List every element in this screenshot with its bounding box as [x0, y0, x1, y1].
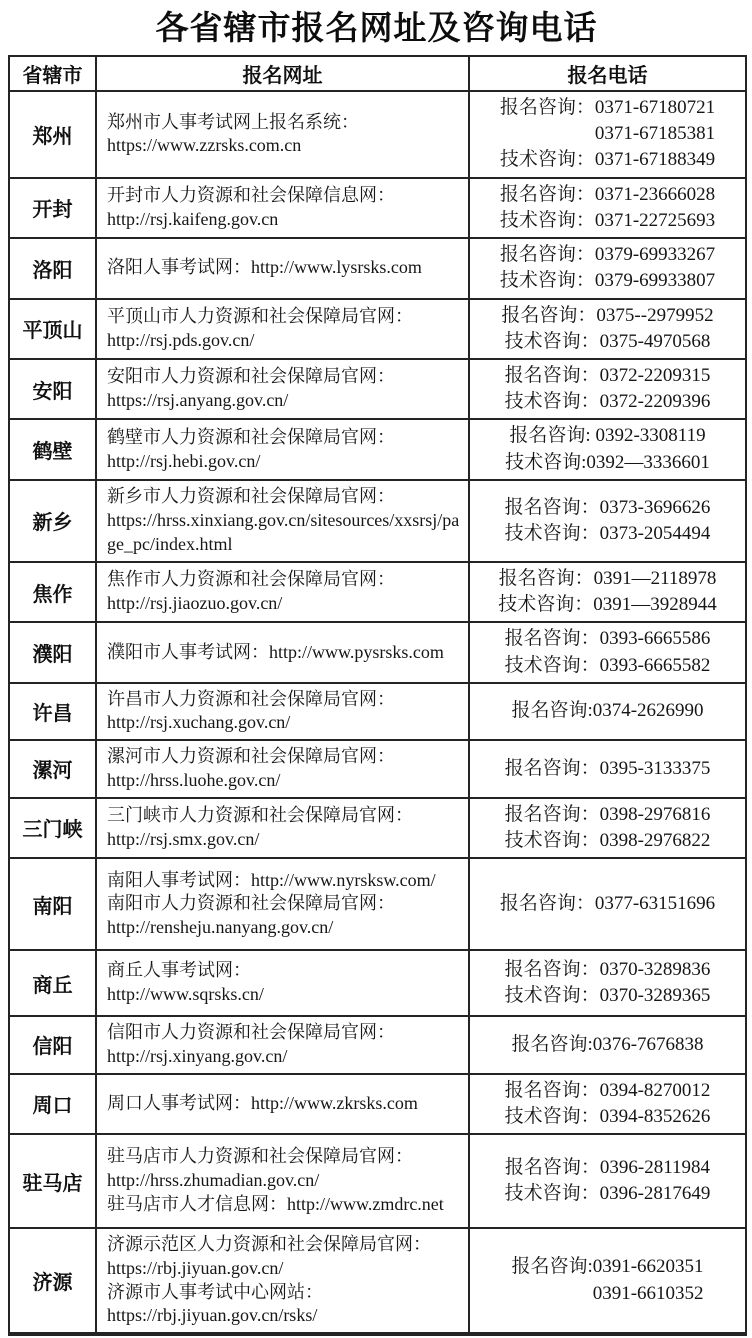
- website-cell: [96, 1016, 469, 1074]
- phone-lines-block: [498, 566, 717, 618]
- website-line: 商丘人事考试网：: [107, 960, 251, 981]
- website-line: https://rbj.jiyuan.gov.cn/rsks/: [107, 1305, 318, 1326]
- website-line: 安阳市人力资源和社会保障局官网：: [107, 366, 395, 387]
- phone-line: 报名咨询：0395-3133375: [504, 757, 711, 779]
- phone-lines-block: [505, 363, 711, 415]
- website-line: 周口人事考试网：http://www.zkrsks.com: [107, 1093, 418, 1113]
- website-cell: [96, 480, 469, 562]
- phone-lines-block: [500, 891, 715, 917]
- city-cell: 郑州: [9, 91, 96, 178]
- phone-cell: [469, 740, 746, 798]
- phone-lines-block: [511, 1254, 703, 1306]
- website-line: http://rsj.kaifeng.gov.cn: [107, 208, 279, 229]
- phone-cell: [469, 950, 746, 1016]
- website-line: http://rsj.xinyang.gov.cn/: [107, 1045, 288, 1066]
- phone-cell: [469, 1016, 746, 1074]
- website-cell: [96, 683, 469, 741]
- column-header-1: 报名网址: [96, 56, 469, 91]
- phone-line: 报名咨询：0391—2118978: [498, 567, 717, 589]
- website-line: http://rensheju.nanyang.gov.cn/: [107, 917, 334, 938]
- phone-cell: [469, 480, 746, 562]
- table-row: [9, 683, 746, 741]
- website-line: 驻马店市人才信息网：http://www.zmdrc.net: [107, 1193, 444, 1214]
- website-cell: [96, 359, 469, 419]
- phone-line: 报名咨询：0379-69933267: [499, 244, 716, 266]
- website-line: 洛阳人事考试网：http://www.lysrsks.com: [107, 257, 422, 278]
- website-line: 济源示范区人力资源和社会保障局官网：: [107, 1234, 431, 1255]
- website-line: http://hrss.luohe.gov.cn/: [107, 769, 281, 790]
- phone-line: 报名咨询:0374-2626990: [511, 700, 704, 722]
- city-cell: 许昌: [9, 683, 96, 741]
- website-line: 南阳市人力资源和社会保障局官网：: [107, 893, 395, 914]
- phone-lines-block: [511, 698, 703, 724]
- website-line: 三门峡市人力资源和社会保障局官网：: [107, 805, 413, 826]
- phone-lines-block: [505, 802, 711, 854]
- table-row: [9, 480, 746, 562]
- website-cell: [96, 858, 469, 950]
- phone-line: 报名咨询：0375--2979952: [501, 304, 714, 326]
- city-cell: 濮阳: [9, 622, 96, 682]
- table-row: [9, 858, 746, 950]
- website-cell: [96, 1228, 469, 1334]
- phone-line: 技术咨询：0375-4970568: [504, 330, 711, 352]
- table-row: [9, 419, 746, 479]
- table-row: [9, 740, 746, 798]
- phone-line: 报名咨询：0396-2811984: [504, 1156, 711, 1178]
- website-line: 平顶山市人力资源和社会保障局官网：: [107, 306, 413, 326]
- website-line: 驻马店市人力资源和社会保障局官网：: [107, 1146, 413, 1167]
- phone-cell: [469, 178, 746, 238]
- table-row: [9, 622, 746, 682]
- website-line: http://rsj.smx.gov.cn/: [107, 828, 260, 849]
- phone-line: 技术咨询：0398-2976822: [504, 829, 711, 851]
- phone-lines-block: [505, 495, 711, 547]
- phone-cell: [469, 858, 746, 950]
- city-cell: 新乡: [9, 480, 96, 562]
- table-row: [9, 1016, 746, 1074]
- phone-line: 报名咨询：0370-3289836: [504, 958, 711, 980]
- phone-lines-block: [505, 423, 710, 475]
- table-row: [9, 1134, 746, 1228]
- phone-line: 0371-67185381: [594, 123, 716, 145]
- city-cell: 周口: [9, 1074, 96, 1134]
- website-line: https://www.zzrsks.com.cn: [107, 135, 302, 156]
- website-line: http://hrss.zhumadian.gov.cn/: [107, 1170, 320, 1191]
- website-line: 信阳市人力资源和社会保障局官网：: [107, 1022, 395, 1043]
- phone-line: 报名咨询：0393-6665586: [504, 628, 711, 650]
- table-row: [9, 950, 746, 1016]
- website-cell: [96, 740, 469, 798]
- phone-line: 报名咨询：0372-2209315: [504, 364, 711, 386]
- phone-line: 报名咨询：0371-67180721: [499, 97, 716, 118]
- city-cell: 安阳: [9, 359, 96, 419]
- city-cell: 洛阳: [9, 238, 96, 298]
- phone-lines-block: [500, 242, 715, 294]
- table-row: [9, 359, 746, 419]
- phone-line: 技术咨询:0392—3336601: [505, 451, 710, 473]
- table-row: [9, 798, 746, 858]
- phone-line: 技术咨询：0370-3289365: [504, 985, 711, 1007]
- website-cell: [96, 91, 469, 178]
- phone-line: 0391-6610352: [592, 1282, 704, 1304]
- website-line: 濮阳市人事考试网：http://www.pysrsks.com: [107, 641, 444, 662]
- city-cell: 商丘: [9, 950, 96, 1016]
- phone-line: 技术咨询：0393-6665582: [504, 654, 711, 676]
- website-cell: [96, 1074, 469, 1134]
- phone-cell: [469, 91, 746, 178]
- phone-line: 报名咨询：0377-63151696: [499, 893, 716, 915]
- website-cell: [96, 950, 469, 1016]
- table-row: [9, 1074, 746, 1134]
- page-title: 各省辖市报名网址及咨询电话: [155, 9, 598, 46]
- phone-cell: [469, 1228, 746, 1334]
- phone-lines-block: [500, 95, 715, 174]
- phone-line: 技术咨询：0379-69933807: [499, 270, 716, 292]
- table-header-row: [9, 56, 746, 91]
- phone-cell: [469, 299, 746, 359]
- website-line: 南阳人事考试网：http://www.nyrsksw.com/: [107, 869, 436, 890]
- phone-lines-block: [505, 756, 711, 782]
- phone-line: 技术咨询：0372-2209396: [504, 391, 711, 413]
- column-header-0: 省辖市: [9, 56, 96, 91]
- website-line: http://rsj.pds.gov.cn/: [107, 329, 255, 350]
- website-line: https://rbj.jiyuan.gov.cn/: [107, 1257, 284, 1278]
- phone-line: 报名咨询:0391-6620351: [511, 1256, 704, 1278]
- website-line: http://rsj.jiaozuo.gov.cn/: [107, 593, 283, 614]
- phone-line: 报名咨询：0373-3696626: [504, 496, 711, 518]
- table-row: [9, 562, 746, 622]
- website-cell: [96, 178, 469, 238]
- phone-lines-block: [511, 1032, 703, 1058]
- phone-lines-block: [505, 1078, 711, 1130]
- phone-cell: [469, 622, 746, 682]
- phone-line: 报名咨询：0394-8270012: [504, 1079, 711, 1101]
- phone-line: 报名咨询: 0392-3308119: [509, 425, 706, 447]
- phone-lines-block: [505, 957, 711, 1009]
- website-cell: [96, 562, 469, 622]
- website-line: 漯河市人力资源和社会保障局官网：: [107, 746, 395, 767]
- phone-line: 技术咨询：0371-67188349: [499, 149, 716, 171]
- website-line: 许昌市人力资源和社会保障局官网：: [107, 688, 395, 709]
- phone-cell: [469, 683, 746, 741]
- phone-line: 报名咨询：0398-2976816: [504, 803, 711, 825]
- city-cell: 鹤壁: [9, 419, 96, 479]
- website-line: 新乡市人力资源和社会保障局官网：: [107, 486, 395, 507]
- website-line: https://rsj.anyang.gov.cn/: [107, 390, 289, 411]
- phone-lines-block: [500, 182, 715, 234]
- website-line: http://rsj.xuchang.gov.cn/: [107, 712, 291, 733]
- website-line: http://www.sqrsks.cn/: [107, 984, 264, 1005]
- phone-lines-block: [501, 303, 713, 355]
- city-cell: 驻马店: [9, 1134, 96, 1228]
- phone-cell: [469, 359, 746, 419]
- table-row: [9, 299, 746, 359]
- website-line: 郑州市人事考试网上报名系统：: [107, 111, 359, 132]
- website-cell: [96, 1134, 469, 1228]
- city-cell: 漯河: [9, 740, 96, 798]
- registration-table: [8, 55, 747, 1336]
- website-line: 焦作市人力资源和社会保障局官网：: [107, 569, 395, 590]
- phone-line: 技术咨询：0371-22725693: [499, 209, 716, 231]
- phone-cell: [469, 562, 746, 622]
- phone-lines-block: [505, 1155, 711, 1207]
- website-line: https://hrss.xinxiang.gov.cn/sitesources/xxsrsj/page_pc/index.html: [107, 509, 460, 554]
- city-cell: 平顶山: [9, 299, 96, 359]
- website-line: 开封市人力资源和社会保障信息网：: [107, 185, 395, 206]
- phone-lines-block: [505, 626, 711, 678]
- website-line: 济源市人事考试中心网站：: [107, 1281, 323, 1302]
- phone-line: 报名咨询:0376-7676838: [511, 1033, 704, 1055]
- phone-line: 技术咨询：0373-2054494: [504, 522, 711, 544]
- website-cell: [96, 299, 469, 359]
- phone-cell: [469, 419, 746, 479]
- table-row: [9, 238, 746, 298]
- city-cell: 济源: [9, 1228, 96, 1334]
- city-cell: 开封: [9, 178, 96, 238]
- phone-line: 技术咨询：0394-8352626: [504, 1105, 711, 1127]
- city-cell: 南阳: [9, 858, 96, 950]
- city-cell: 三门峡: [9, 798, 96, 858]
- phone-cell: [469, 238, 746, 298]
- column-header-2: 报名电话: [469, 56, 746, 91]
- website-cell: [96, 419, 469, 479]
- website-cell: [96, 798, 469, 858]
- table-row: [9, 91, 746, 178]
- phone-cell: [469, 1134, 746, 1228]
- city-cell: 焦作: [9, 562, 96, 622]
- phone-line: 报名咨询：0371-23666028: [499, 183, 716, 205]
- table-row: [9, 1228, 746, 1334]
- website-cell: [96, 238, 469, 298]
- website-line: http://rsj.hebi.gov.cn/: [107, 450, 261, 471]
- website-cell: [96, 622, 469, 682]
- city-cell: 信阳: [9, 1016, 96, 1074]
- phone-line: 技术咨询：0391—3928944: [498, 594, 717, 616]
- website-line: 鹤壁市人力资源和社会保障局官网：: [107, 426, 395, 447]
- phone-line: 技术咨询：0396-2817649: [504, 1183, 711, 1205]
- table-row: [9, 178, 746, 238]
- phone-cell: [469, 1074, 746, 1134]
- phone-cell: [469, 798, 746, 858]
